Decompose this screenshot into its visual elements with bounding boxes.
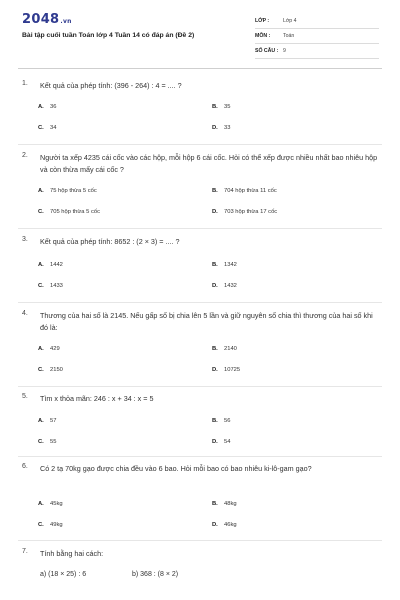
- option-letter: D.: [212, 367, 218, 373]
- option-value: 705 hộp thừa 5 cốc: [50, 209, 100, 215]
- option-letter: A.: [38, 104, 44, 110]
- option-letter: D.: [212, 439, 218, 445]
- question-text: Thương của hai số là 2145. Nếu gấp số bị chia lên 5 lần và giữ nguyên số chia thì thương của hai số khi đó là:: [40, 311, 373, 332]
- option-value: 48kg: [224, 501, 237, 507]
- question-number: 1.: [22, 80, 28, 87]
- question-divider: [18, 302, 382, 303]
- option-value: 75 hộp thừa 5 cốc: [50, 188, 97, 194]
- question-divider: [18, 228, 382, 229]
- option-d[interactable]: [212, 439, 230, 445]
- option-a[interactable]: [38, 262, 63, 268]
- option-value: 56: [224, 418, 231, 424]
- meta-value: Lớp 4: [283, 18, 297, 24]
- option-d[interactable]: [212, 367, 240, 373]
- option-b[interactable]: [212, 188, 277, 194]
- option-letter: B.: [212, 501, 218, 507]
- option-letter: D.: [212, 283, 218, 289]
- option-c[interactable]: [38, 439, 56, 445]
- site-logo[interactable]: [22, 12, 72, 27]
- question-text: Tính bằng hai cách:: [40, 549, 104, 558]
- option-c[interactable]: [38, 209, 100, 215]
- meta-panel: [255, 14, 379, 59]
- sub-question-b: b) 368 : (8 × 2): [132, 571, 179, 578]
- option-d[interactable]: [212, 522, 237, 528]
- meta-label: LỚP :: [255, 18, 270, 24]
- option-value: 55: [50, 439, 57, 445]
- question-divider: [18, 386, 382, 387]
- option-letter: A.: [38, 418, 44, 424]
- option-value: 1342: [224, 262, 237, 268]
- option-value: 10725: [224, 367, 241, 373]
- option-letter: B.: [212, 418, 218, 424]
- meta-label: MÔN :: [255, 33, 271, 39]
- option-letter: B.: [212, 346, 218, 352]
- option-value: 1442: [50, 262, 63, 268]
- option-letter: A.: [38, 501, 44, 507]
- option-a[interactable]: [38, 188, 97, 194]
- option-letter: D.: [212, 209, 218, 215]
- option-value: 704 hộp thừa 11 cốc: [224, 188, 277, 194]
- question-number: 5.: [22, 393, 28, 400]
- option-letter: C.: [38, 522, 44, 528]
- option-b[interactable]: [212, 346, 237, 352]
- question-text: Người ta xếp 4235 cái cốc vào các hộp, mỗi hộp 6 cái cốc. Hỏi có thể xếp được nhiều nhất bao nhiêu hộp và còn thừa mấy cái cốc ?: [40, 153, 378, 174]
- option-a[interactable]: [38, 104, 56, 110]
- option-value: 33: [224, 125, 231, 131]
- meta-row-count: [255, 44, 379, 59]
- option-value: 35: [224, 104, 231, 110]
- option-a[interactable]: [38, 346, 60, 352]
- option-a[interactable]: [38, 418, 56, 424]
- question-divider: [18, 144, 382, 145]
- option-letter: D.: [212, 522, 218, 528]
- logo-text: 2048: [22, 12, 60, 27]
- option-letter: B.: [212, 262, 218, 268]
- option-value: 54: [224, 439, 231, 445]
- option-b[interactable]: [212, 104, 230, 110]
- option-c[interactable]: [38, 522, 63, 528]
- option-value: 1433: [50, 283, 63, 289]
- option-value: 36: [50, 104, 57, 110]
- option-d[interactable]: [212, 283, 237, 289]
- question-number: 3.: [22, 236, 28, 243]
- question-text: Kết quả của phép tính: 8652 : (2 × 3) = .... ?: [40, 237, 180, 246]
- question-number: 4.: [22, 310, 28, 317]
- question-number: 6.: [22, 463, 28, 470]
- option-c[interactable]: [38, 367, 63, 373]
- option-value: 2150: [50, 367, 63, 373]
- meta-row-subject: [255, 29, 379, 44]
- option-c[interactable]: [38, 283, 63, 289]
- option-b[interactable]: [212, 501, 237, 507]
- option-a[interactable]: [38, 501, 63, 507]
- question-number: 7.: [22, 548, 28, 555]
- question-text: Kết quả của phép tính: (396 - 264) : 4 = .... ?: [40, 81, 182, 90]
- option-letter: C.: [38, 283, 44, 289]
- option-letter: C.: [38, 125, 44, 131]
- option-letter: C.: [38, 367, 44, 373]
- option-letter: A.: [38, 262, 44, 268]
- meta-label: SỐ CÂU :: [255, 48, 279, 54]
- option-value: 45kg: [50, 501, 63, 507]
- option-value: 57: [50, 418, 57, 424]
- option-value: 703 hộp thừa 17 cốc: [224, 209, 278, 215]
- option-b[interactable]: [212, 262, 237, 268]
- question-number: 2.: [22, 152, 28, 159]
- option-letter: B.: [212, 104, 218, 110]
- header-divider: [18, 68, 382, 69]
- page-header: [0, 0, 400, 74]
- sub-question-a: a) (18 × 25) : 6: [40, 571, 87, 578]
- option-letter: D.: [212, 125, 218, 131]
- question-text: Có 2 tạ 70kg gạo được chia đều vào 6 bao. Hỏi mỗi bao có bao nhiêu ki-lô-gam gạo?: [40, 464, 312, 473]
- option-d[interactable]: [212, 125, 230, 131]
- meta-value: 9: [283, 48, 286, 54]
- question-divider: [18, 540, 382, 541]
- option-letter: A.: [38, 188, 44, 194]
- question-text: Tìm x thỏa mãn: 246 : x + 34 : x = 5: [40, 394, 154, 403]
- option-d[interactable]: [212, 209, 277, 215]
- option-value: 1432: [224, 283, 237, 289]
- page-title: Bài tập cuối tuần Toán lớp 4 Tuần 14 có đáp án (Đề 2): [22, 32, 195, 39]
- option-value: 49kg: [50, 522, 63, 528]
- option-b[interactable]: [212, 418, 230, 424]
- option-c[interactable]: [38, 125, 56, 131]
- option-value: 429: [50, 346, 60, 352]
- option-letter: C.: [38, 439, 44, 445]
- option-letter: C.: [38, 209, 44, 215]
- logo-tld: .vn: [60, 18, 72, 25]
- option-letter: A.: [38, 346, 44, 352]
- option-value: 2140: [224, 346, 237, 352]
- option-value: 46kg: [224, 522, 237, 528]
- question-divider: [18, 456, 382, 457]
- meta-value: Toán: [283, 33, 295, 39]
- option-letter: B.: [212, 188, 218, 194]
- meta-row-class: [255, 14, 379, 29]
- option-value: 34: [50, 125, 57, 131]
